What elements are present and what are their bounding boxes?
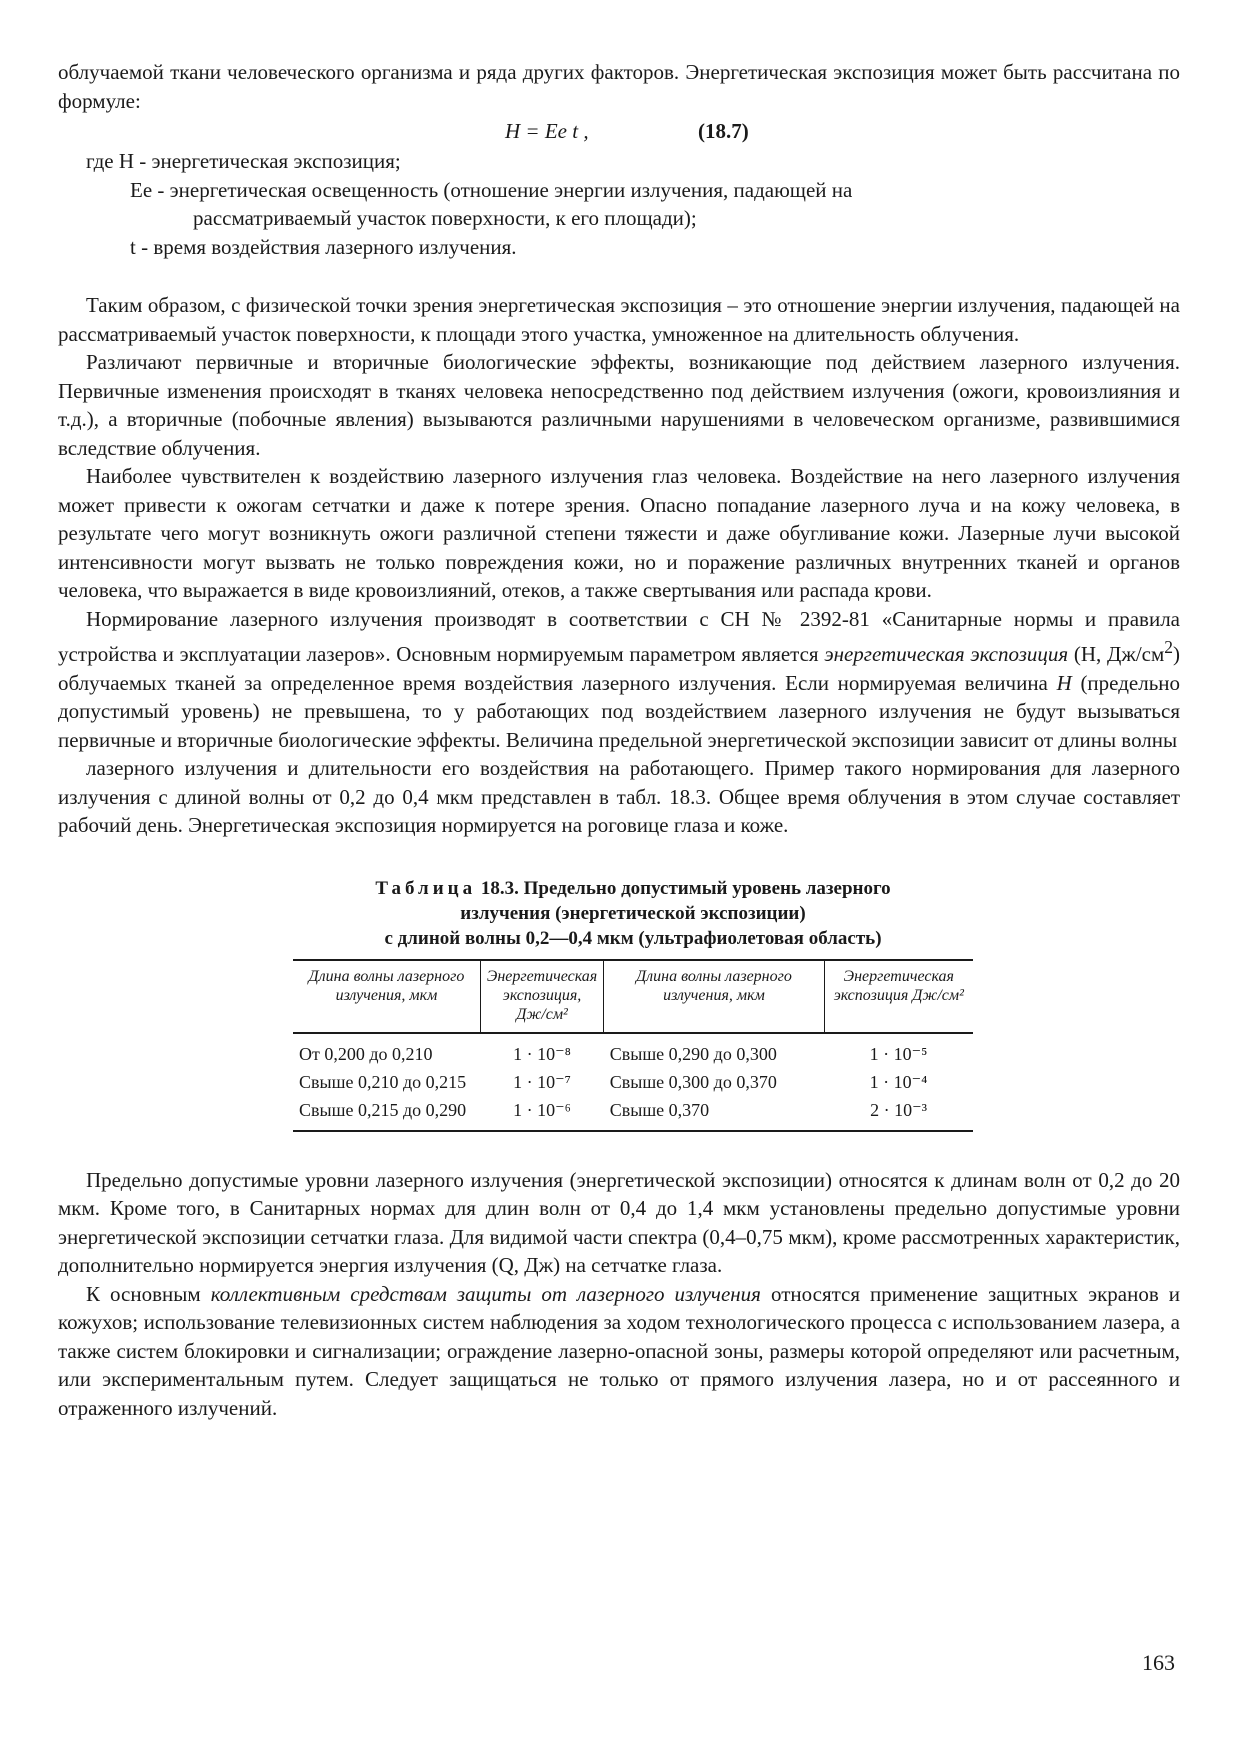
emphasis-energy-exposure: энергетическая экспозиция: [824, 642, 1069, 666]
legend-line-h: где H - энергетическая экспозиция;: [86, 149, 401, 173]
paragraph-2: Различают первичные и вторичные биологические эффекты, возникающие под действием лазерного излучения. Первичные изменения происходят в тканях человека непосредственно под действием излучения (ожоги, кровоизлияния и т.д.), а вторичные (побочные явления) вызываются различными нарушениями в человеческом организме, развившимися вследствие облучения.: [58, 350, 1180, 460]
table-header: Длина волны лазерного излучения, мкм: [604, 960, 824, 1033]
page-number: 163: [1142, 1650, 1175, 1675]
legend-line-ee: Ee - энергетическая освещенность (отношение энергии излучения, падающей на: [130, 177, 853, 202]
table-header: Длина волны лазерного излучения, мкм: [293, 960, 480, 1033]
paragraph-3: Наиболее чувствителен к воздействию лазерного излучения глаз человека. Воздействие на него лазерного излучения может привести к ожогам сетчатки и даже к потере зрения. Опасно попадание лазерного луча и на кожу человека, в результате чего могут возникнуть ожоги различной степени тяжести и даже обугливание кожи. Лазерные лучи высокой интенсивности могут вызвать не только повреждения кожи, но и поражение различных внутренних тканей и органов человека, что выражается в виде кровоизлияний, отеков, а также свертывания или распада крови.: [58, 464, 1180, 602]
table-row: От 0,200 до 0,210 1 · 10⁻⁸ Свыше 0,290 до 0,300 1 · 10⁻⁵: [299, 1043, 928, 1064]
table-row: Свыше 0,215 до 0,290 1 · 10⁻⁶ Свыше 0,370 2 · 10⁻³: [293, 1096, 973, 1131]
formula-expression: H = Ee t ,: [505, 119, 589, 143]
exposure-limits-table: [293, 959, 973, 1132]
table-header: Энергетическая экспозиция Дж/см²: [824, 960, 973, 1033]
paragraph-6: Предельно допустимые уровни лазерного излучения (энергетической экспозиции) относятся к длинам волн от 0,2 до 20 мкм. Кроме того, в Санитарных нормах для длин волн от 0,4 до 1,4 мкм установлены предельно допустимые уровни энергетической экспозиции сетчатки глаза. Для видимой части спектра (0,4–0,75 мкм), кроме рассмотренных характеристик, дополнительно нормируется энергия излучения (Q, Дж) на сетчатке глаза.: [58, 1167, 1180, 1277]
table-caption: Таблица 18.3. Предельно допустимый уровень лазерного излучения (энергетической экспозиции) с длиной волны 0,2—0,4 мкм (ультрафиолетовая область): [375, 877, 891, 949]
table-row: Свыше 0,210 до 0,215 1 · 10⁻⁷ Свыше 0,300 до 0,370 1 · 10⁻⁴: [299, 1071, 928, 1092]
table-header: Энергетическая экспозиция, Дж/см²: [480, 960, 603, 1033]
paragraph-1: Таким образом, с физической точки зрения энергетическая экспозиция – это отношение энергии излучения, падающей на рассматриваемый участок поверхности, к площади этого участка, умноженное на длительность облучения.: [58, 293, 1180, 346]
formula-legend: [58, 147, 1180, 261]
legend-line-t: t - время воздействия лазерного излучения.: [130, 234, 517, 259]
document-page: [58, 58, 1180, 1422]
table-18-3: [293, 876, 973, 1132]
formula-number: (18.7): [698, 119, 749, 143]
legend-line-ee-cont: рассматриваемый участок поверхности, к его площади);: [193, 206, 697, 230]
paragraph-5: лазерного излучения и длительности его воздействия на работающего. Пример такого нормирования для лазерного излучения с длиной волны от 0,2 до 0,4 мкм представлен в табл. 18.3. Общее время облучения в этом случае составляет рабочий день. Энергетическая экспозиция нормируется на роговице глаза и коже.: [58, 756, 1180, 837]
paragraph-7: К основным коллективным средствам защиты от лазерного излучения относятся применение защитных экранов и кожухов; использование телевизионных систем наблюдения за ходом технологического процесса с использованием лазера, а также систем блокировки и сигнализации; ограждение лазерно-опасной зоны, размеры которой определяют или расчетным, или экспериментальным путем. Следует защищаться не только от прямого излучения лазера, но и от рассеянного и отраженного излучений.: [58, 1281, 1181, 1420]
formula-18-7: [58, 115, 1180, 147]
paragraph-4: Нормирование лазерного излучения производят в соответствии с СН № 2392-81 «Санитарные нормы и правила устройства и эксплуатации лазеров». Основным нормируемым параметром является энергетическая экспозиция (Н, $Дж/см^2$) облучаемых тканей за определенное время воздействия лазерного излучения. Если нормируемая величина H (предельно допустимый уровень) не превышена, то у работающих под воздействием лазерного излучения не будут вызываться первичные и вторичные биологические эффекты. Величина предельной энергетической экспозиции зависит от длины волны: [58, 606, 1181, 752]
emphasis-collective-protection: коллективным средствам защиты от лазерного излучения: [210, 1281, 761, 1306]
intro-paragraph: облучаемой ткани человеческого организма и ряда других факторов. Энергетическая экспозиция может быть рассчитана по формуле:: [58, 60, 1180, 113]
